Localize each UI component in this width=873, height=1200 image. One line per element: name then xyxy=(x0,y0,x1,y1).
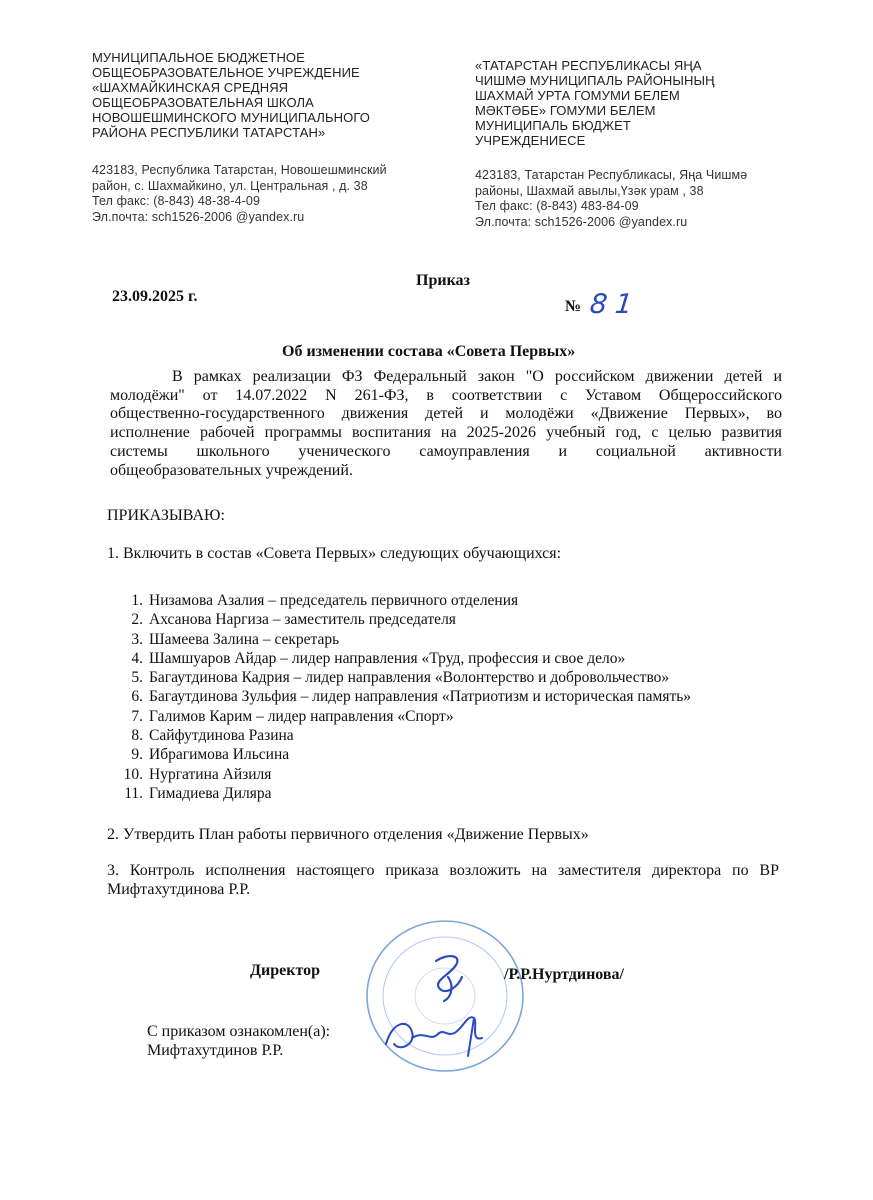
signature-name: /Р.Р.Нуртдинова/ xyxy=(504,966,624,983)
preamble-line: общеобразовательных учреждений. xyxy=(110,461,353,479)
address-line: Тел факс: (8-843) 48-38-4-09 xyxy=(92,194,260,208)
preamble-line: общественно-государственного движения детей и молодёжи «Движение Первых», во xyxy=(110,405,782,423)
header-right-org xyxy=(475,58,715,148)
director-signature-icon xyxy=(418,947,488,1007)
address-line: районы, Шахмай авылы,Үзәк урам , 38 xyxy=(475,183,704,198)
list-text: Низамова Азалия – председатель первичного отделения xyxy=(149,592,519,609)
list-item xyxy=(118,668,691,687)
order-subject: Об изменении состава «Совета Первых» xyxy=(282,343,576,360)
org-line: ЧИШМӘ МУНИЦИПАЛЬ РАЙОНЫНЫҢ xyxy=(475,73,715,88)
preamble-line: В рамках реализации ФЗ Федеральный закон "О российском движении детей и xyxy=(172,368,782,385)
list-number: 4. xyxy=(131,649,143,667)
org-line: РАЙОНА РЕСПУБЛИКИ ТАТАРСТАН» xyxy=(92,125,326,140)
list-number: 6. xyxy=(131,688,143,706)
order-item-3-line: 3. Контроль исполнения настоящего приказа возложить на заместителя директора по ВР xyxy=(107,862,779,879)
list-item xyxy=(118,726,691,745)
list-text: Гимадиева Диляра xyxy=(149,784,272,802)
acknowledgment xyxy=(147,1022,330,1060)
list-text: Ахсанова Наргиза – заместитель председателя xyxy=(149,611,456,629)
list-text: Сайфутдинова Разина xyxy=(149,727,294,745)
preamble-line: молодёжи" от 14.07.2022 N 261-ФЗ, в соответствии с Уставом Общероссийского xyxy=(110,386,782,404)
list-number: 11. xyxy=(124,784,143,802)
order-item-1: 1. Включить в состав «Совета Первых» следующих обучающихся: xyxy=(107,545,562,562)
header-right-address xyxy=(475,168,747,230)
list-text: Ибрагимова Ильсина xyxy=(149,746,290,764)
header-left-org xyxy=(92,50,370,140)
address-line: 423183, Республика Татарстан, Новошешминский xyxy=(92,163,387,177)
list-item xyxy=(118,630,691,649)
acknowledgment-label: С приказом ознакомлен(а): xyxy=(147,1023,331,1040)
list-text: Шамеева Залина – секретарь xyxy=(149,630,340,648)
org-line: МӘКТӘБЕ» ГОМУМИ БЕЛЕМ xyxy=(475,103,656,118)
org-line: МУНИЦИПАЛЬНОЕ БЮДЖЕТНОЕ xyxy=(92,50,305,65)
preamble-line: системы школьного ученического самоуправления и социальной активности xyxy=(110,442,782,460)
list-text: Багаутдинова Зульфия – лидер направления «Патриотизм и историческая память» xyxy=(149,688,692,706)
ack-signature-icon xyxy=(378,1008,498,1063)
list-number: 7. xyxy=(131,707,143,725)
org-line: УЧРЕЖДЕНИЕСЕ xyxy=(475,133,586,148)
order-number-handwritten: 81 xyxy=(588,289,642,320)
list-item xyxy=(118,649,691,668)
list-number: 8. xyxy=(131,727,143,745)
list-number: 5. xyxy=(131,669,143,687)
order-date: 23.09.2025 г. xyxy=(112,288,198,305)
org-line: ОБЩЕОБРАЗОВАТЕЛЬНОЕ УЧРЕЖДЕНИЕ xyxy=(92,65,360,80)
order-title: Приказ xyxy=(416,272,470,289)
list-item xyxy=(118,784,691,803)
list-item xyxy=(118,687,691,706)
org-line: «ШАХМАЙКИНСКАЯ СРЕДНЯЯ xyxy=(92,80,289,95)
org-line: МУНИЦИПАЛЬ БЮДЖЕТ xyxy=(475,118,631,133)
address-line: Эл.почта: sch1526-2006 @yandex.ru xyxy=(475,214,688,229)
org-line: «ТАТАРСТАН РЕСПУБЛИКАСЫ ЯҢА xyxy=(475,58,702,73)
list-item xyxy=(118,745,691,764)
address-line: район, с. Шахмайкино, ул. Центральная , д. 38 xyxy=(92,178,368,193)
list-item xyxy=(118,707,691,726)
list-text: Нургатина Айзиля xyxy=(149,765,272,783)
order-item-2: 2. Утвердить План работы первичного отделения «Движение Первых» xyxy=(107,826,589,843)
list-item xyxy=(118,765,691,784)
list-number: 3. xyxy=(131,630,143,648)
list-number: 9. xyxy=(131,746,143,764)
preamble xyxy=(110,368,782,480)
list-item xyxy=(118,591,691,610)
list-number: 10. xyxy=(123,765,143,783)
list-text: Багаутдинова Кадрия – лидер направления «Волонтерство и добровольчество» xyxy=(149,669,670,687)
list-text: Галимов Карим – лидер направления «Спорт» xyxy=(149,707,454,725)
signature-role: Директор xyxy=(250,962,320,979)
members-list xyxy=(118,591,691,803)
list-number: 2. xyxy=(131,611,143,629)
list-number: 1. xyxy=(131,592,143,609)
list-text: Шамшуаров Айдар – лидер направления «Труд, профессия и свое дело» xyxy=(149,649,626,667)
org-line: НОВОШЕШМИНСКОГО МУНИЦИПАЛЬНОГО xyxy=(92,110,370,125)
address-line: 423183, Татарстан Республикасы, Яңа Чишмә xyxy=(475,168,748,182)
address-line: Эл.почта: sch1526-2006 @yandex.ru xyxy=(92,209,305,224)
header-left-address xyxy=(92,163,387,225)
order-number-label: № xyxy=(565,298,582,315)
order-item-3-line: Мифтахутдинова Р.Р. xyxy=(107,881,251,898)
org-line: ОБЩЕОБРАЗОВАТЕЛЬНАЯ ШКОЛА xyxy=(92,95,314,110)
list-item xyxy=(118,610,691,629)
org-line: ШАХМАЙ УРТА ГОМУМИ БЕЛЕМ xyxy=(475,88,680,103)
preamble-line: исполнение рабочей программы воспитания на 2025-2026 учебный год, с целью развития xyxy=(110,424,782,442)
order-word: ПРИКАЗЫВАЮ: xyxy=(107,507,225,524)
address-line: Тел факс: (8-843) 483-84-09 xyxy=(475,199,639,213)
order-item-3 xyxy=(107,861,779,899)
acknowledgment-name: Мифтахутдинов Р.Р. xyxy=(147,1042,284,1059)
